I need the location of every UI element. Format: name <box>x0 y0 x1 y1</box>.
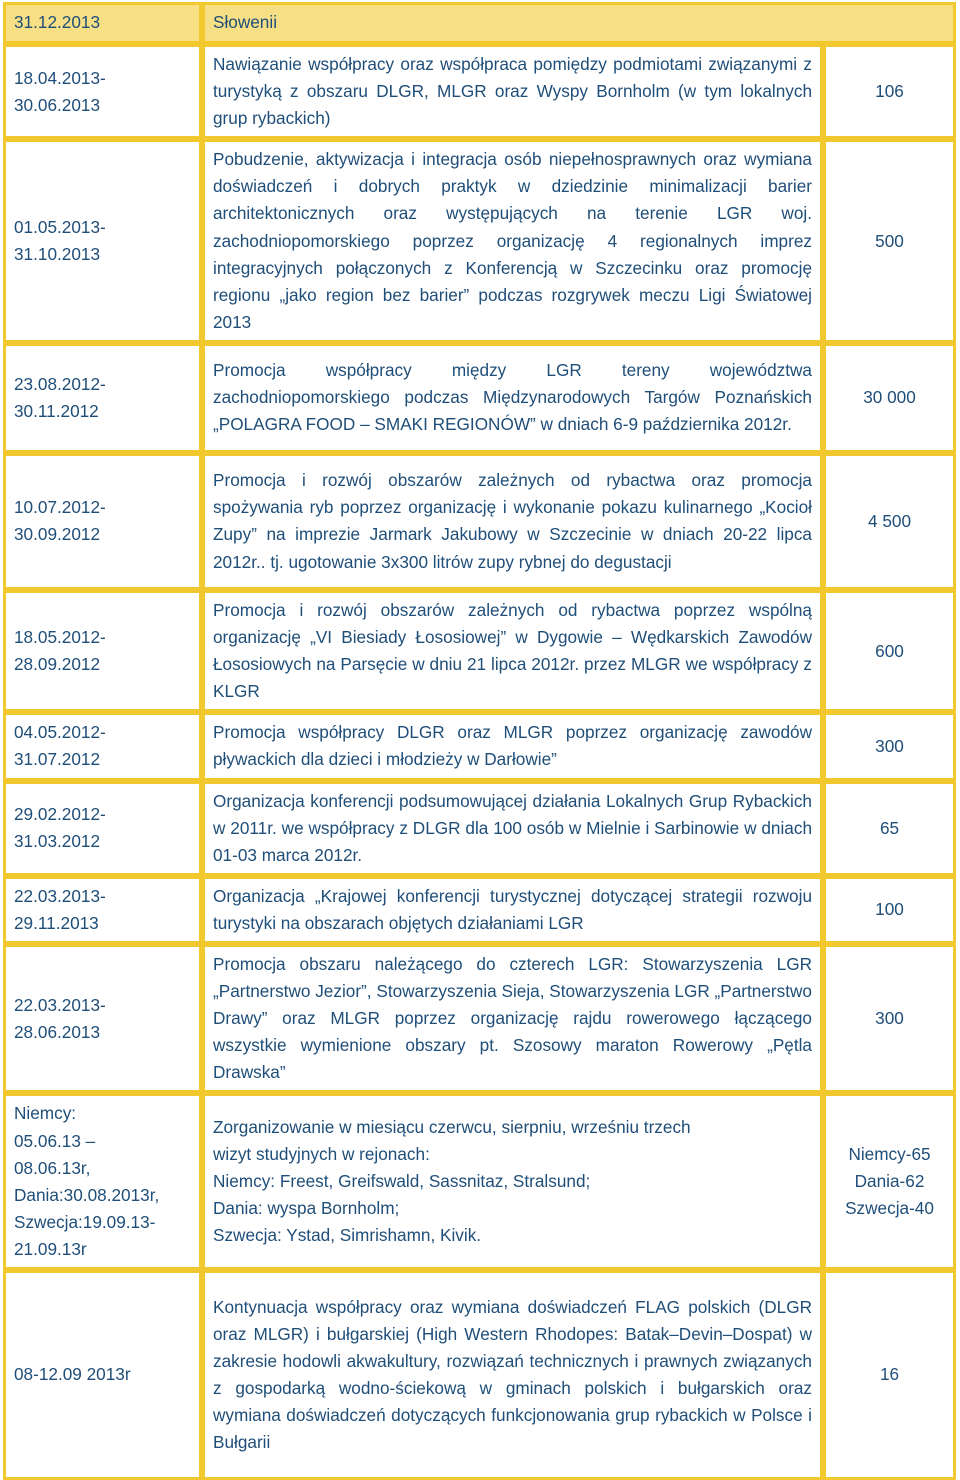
date-cell <box>3 876 202 944</box>
participants-cell: 600 <box>823 590 956 712</box>
description-line: wizyt studyjnych w rejonach: <box>213 1144 430 1165</box>
header-row <box>3 2 956 44</box>
date-line: 18.04.2013- <box>14 67 106 88</box>
table-row <box>3 343 956 453</box>
date-line: 30.06.2013 <box>14 94 101 115</box>
date-cell <box>3 712 202 780</box>
participants-cell: 4 500 <box>823 453 956 590</box>
description-cell: Promocja współpracy między LGR tereny województwa zachodniopomorskiego podczas Międzynarodowych Targów Poznańskich „POLAGRA FOOD – SMAKI REGIONÓW” w dniach 6-9 października 2012r. <box>202 343 823 453</box>
date-line: 28.06.2013 <box>14 1021 101 1042</box>
description-cell: Promocja obszaru należącego do czterech LGR: Stowarzyszenia LGR „Partnerstwo Jezior”, Stowarzyszenia Sieja, Stowarzyszenia LGR „Partnerstwo Drawy” oraz MLGR poprzez organizację rajdu rowerowego łączącego wszystkie wymienione obszary pt. Szosowy maraton Rowerowy „Pętla Drawska” <box>202 944 823 1093</box>
participants-cell: 30 000 <box>823 343 956 453</box>
participants-cell: 500 <box>823 139 956 343</box>
table-row <box>3 44 956 139</box>
table-row <box>3 139 956 343</box>
date-line: 10.07.2012- <box>14 497 106 518</box>
date-cell <box>3 1093 202 1270</box>
table-row <box>3 1093 956 1270</box>
table-row <box>3 590 956 712</box>
table-row <box>3 1270 956 1480</box>
date-line: 30.09.2012 <box>14 524 101 545</box>
participants-line: Szwecja-40 <box>845 1198 934 1219</box>
participants-cell: 106 <box>823 44 956 139</box>
date-cell <box>3 453 202 590</box>
participants-cell: 300 <box>823 712 956 780</box>
date-cell <box>3 343 202 453</box>
description-cell: Organizacja konferencji podsumowującej działania Lokalnych Grup Rybackich w 2011r. we współpracy z DLGR dla 100 osób w Mielnie i Sarbinowie w dniach 01-03 marca 2012r. <box>202 781 823 876</box>
header-country: Słowenii <box>202 2 956 44</box>
date-line: Szwecja:19.09.13- <box>14 1211 156 1232</box>
participants-cell: 65 <box>823 781 956 876</box>
header-date: 31.12.2013 <box>3 2 202 44</box>
date-line: 22.03.2013- <box>14 885 106 906</box>
table-row <box>3 781 956 876</box>
date-line: 31.03.2012 <box>14 831 101 852</box>
participants-cell: 16 <box>823 1270 956 1480</box>
date-line: 04.05.2012- <box>14 722 106 743</box>
date-line: 01.05.2013- <box>14 217 106 238</box>
description-line: Niemcy: Freest, Greifswald, Sassnitaz, Stralsund; <box>213 1171 591 1192</box>
date-cell <box>3 139 202 343</box>
date-cell <box>3 781 202 876</box>
date-cell <box>3 590 202 712</box>
date-line: 18.05.2012- <box>14 627 106 648</box>
date-line: 29.02.2012- <box>14 804 106 825</box>
cooperation-table <box>3 2 956 1480</box>
description-cell: Promocja i rozwój obszarów zależnych od rybactwa poprzez wspólną organizację „VI Biesiady Łososiowej” w Dygowie – Wędkarskich Zawodów Łososiowych na Parsęcie w dniu 21 lipca 2012r. przez MLGR we współpracy z KLGR <box>202 590 823 712</box>
date-line: 28.09.2012 <box>14 654 101 675</box>
participants-cell: 300 <box>823 944 956 1093</box>
description-cell: Pobudzenie, aktywizacja i integracja osób niepełnosprawnych oraz wymiana doświadczeń i dobrych praktyk w dziedzinie minimalizacji barier architektonicznych oraz występujących na terenie LGR woj. zachodniopomorskiego poprzez organizację 4 regionalnych imprez integracyjnych połączonych z Konferencją w Szczecinku oraz promocję regionu „jako region bez barier” podczas rozgrywek meczu Ligi Światowej 2013 <box>202 139 823 343</box>
date-line: 08.06.13r, <box>14 1157 91 1178</box>
description-cell: Kontynuacja współpracy oraz wymiana doświadczeń FLAG polskich (DLGR oraz MLGR) i bułgarskiej (High Western Rhodopes: Batak–Devin–Dospat) w zakresie hodowli akwakultury, rozwiązań technicznych i prawnych związanych z gospodarką wodno-ściekową w gminach polskich i bułgarskich oraz wymiana doświadczeń dotyczących funkcjonowania grup rybackich w Polsce i Bułgarii <box>202 1270 823 1480</box>
description-line: Zorganizowanie w miesiącu czerwcu, sierpniu, wrześniu trzech <box>213 1116 691 1137</box>
description-cell <box>202 1093 823 1270</box>
description-cell: Nawiązanie współpracy oraz współpraca pomiędzy podmiotami związanymi z turystyką z obszaru DLGR, MLGR oraz Wyspy Bornholm (w tym lokalnych grup rybackich) <box>202 44 823 139</box>
date-line: 05.06.13 – <box>14 1130 96 1151</box>
description-cell: Organizacja „Krajowej konferencji turystycznej dotyczącej strategii rozwoju turystyki na obszarach objętych działaniami LGR <box>202 876 823 944</box>
date-line: 29.11.2013 <box>14 912 99 933</box>
participants-cell <box>823 1093 956 1270</box>
participants-cell: 100 <box>823 876 956 944</box>
date-line: 21.09.13r <box>14 1238 87 1259</box>
description-cell: Promocja współpracy DLGR oraz MLGR poprzez organizację zawodów pływackich dla dzieci i młodzieży w Darłowie” <box>202 712 823 780</box>
description-cell: Promocja i rozwój obszarów zależnych od rybactwa oraz promocja spożywania ryb poprzez organizację i wykonanie pokazu kulinarnego „Kocioł Zupy” na imprezie Jarmark Jakubowy w Szczecinie w dniach 20-22 lipca 2012r.. tj. ugotowanie 3x300 litrów zupy rybnej do degustacji <box>202 453 823 590</box>
date-line: 31.07.2012 <box>14 749 101 770</box>
date-cell <box>3 44 202 139</box>
date-line: 30.11.2012 <box>14 400 99 421</box>
date-line: 23.08.2012- <box>14 373 106 394</box>
participants-line: Dania-62 <box>854 1171 925 1192</box>
table-row <box>3 944 956 1093</box>
table-row <box>3 876 956 944</box>
date-cell <box>3 1270 202 1480</box>
date-line: Niemcy: <box>14 1103 77 1124</box>
table-row <box>3 712 956 780</box>
table-row <box>3 453 956 590</box>
description-line: Szwecja: Ystad, Simrishamn, Kivik. <box>213 1225 482 1246</box>
date-line: 08-12.09 2013r <box>14 1364 131 1385</box>
participants-line: Niemcy-65 <box>848 1144 931 1165</box>
description-line: Dania: wyspa Bornholm; <box>213 1198 400 1219</box>
date-line: 31.10.2013 <box>14 244 101 265</box>
date-cell <box>3 944 202 1093</box>
date-line: Dania:30.08.2013r, <box>14 1184 160 1205</box>
date-line: 22.03.2013- <box>14 994 106 1015</box>
